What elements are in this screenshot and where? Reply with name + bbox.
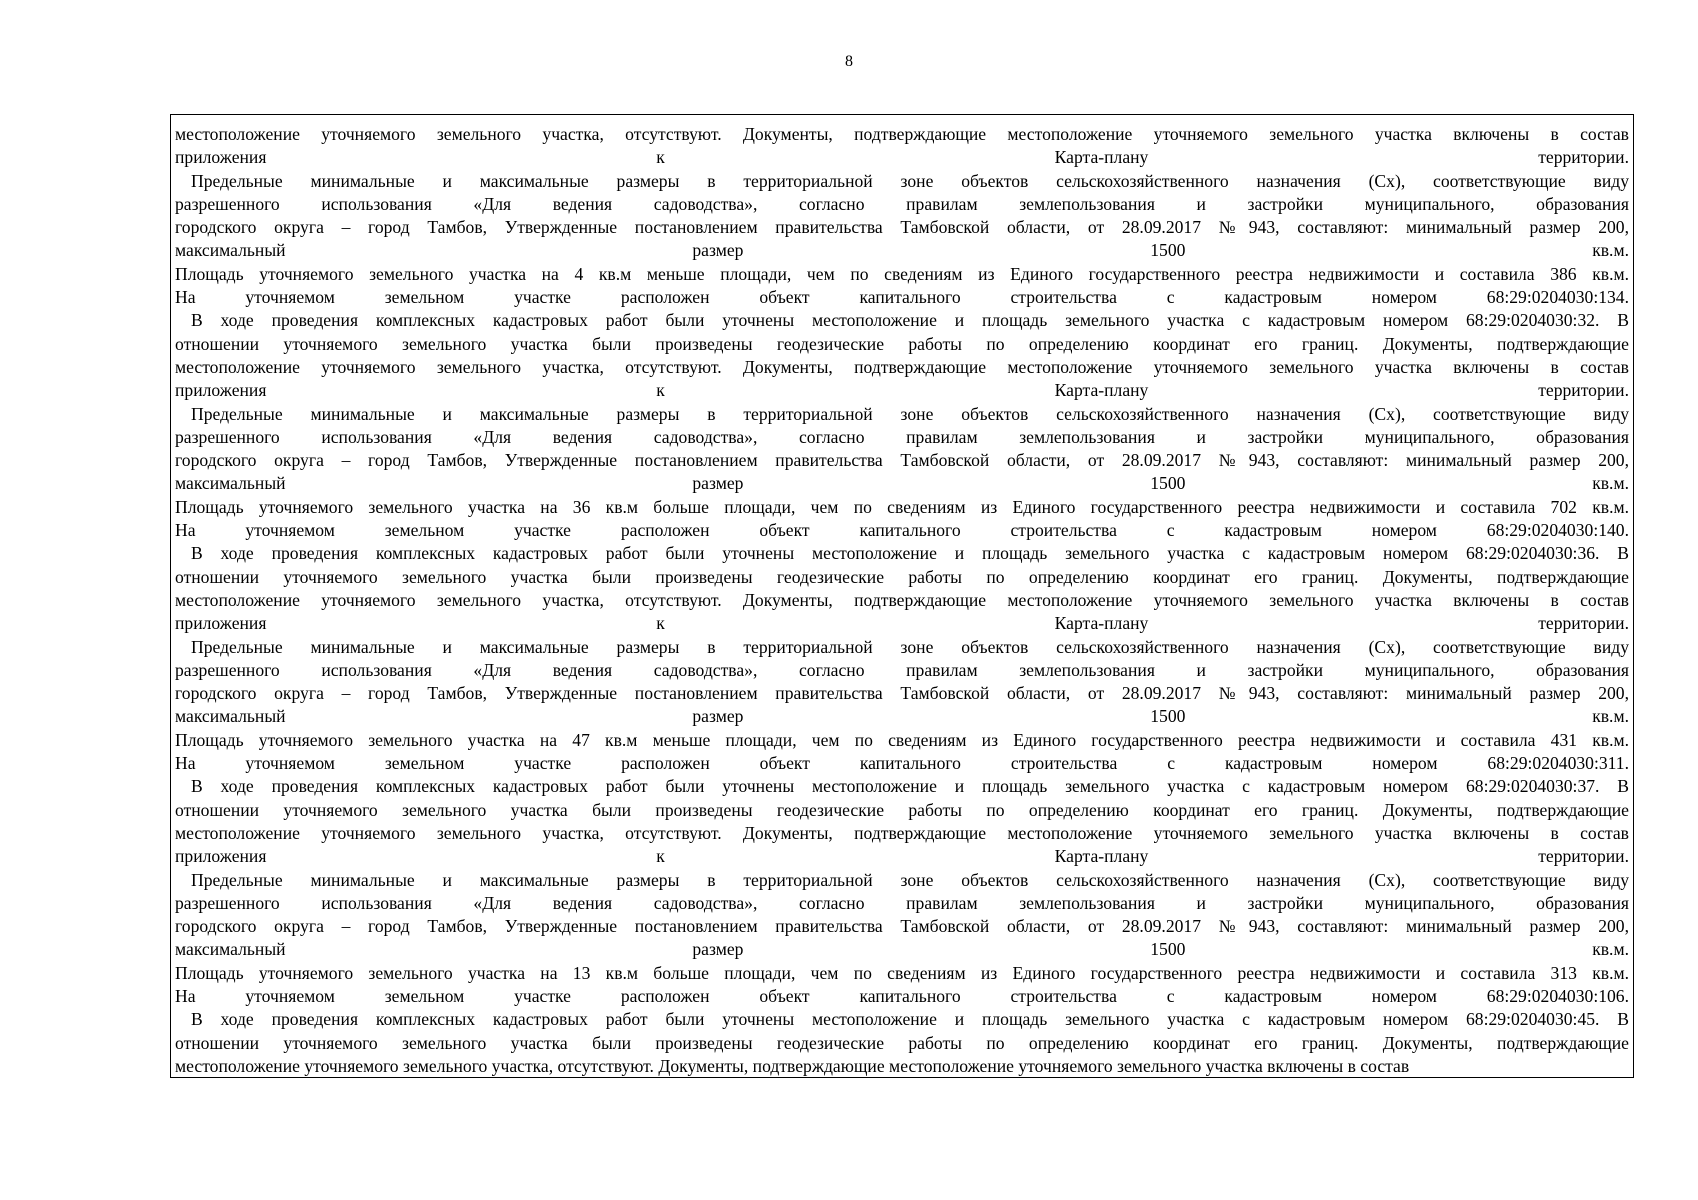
text-line: местоположение уточняемого земельного участка, отсутствуют. Документы, подтверждающие местоположение уточняемого земельного участка включены в состав (175, 124, 1629, 144)
text-line: приложения к Карта-плану территории. (175, 613, 1629, 634)
text-line: Предельные минимальные и максимальные размеры в территориальной зоне объектов сельскохозяйственного назначения (Сх), соответствующие виду (191, 636, 1629, 657)
text-line: Площадь уточняемого земельного участка на 13 кв.м больше площади, чем по сведениям из Единого государственного реестра недвижимости и составила 313 кв.м. (175, 962, 1629, 983)
document-text-frame (170, 114, 1634, 1078)
text-line: отношении уточняемого земельного участка были произведены геодезические работы по определению координат его границ. Документы, подтверждающие (175, 1032, 1629, 1053)
text-line: На уточняемом земельном участке расположен объект капитального строительства с кадастровым номером 68:29:0204030:311. (175, 753, 1629, 774)
text-line: отношении уточняемого земельного участка были произведены геодезические работы по определению координат его границ. Документы, подтверждающие (175, 799, 1629, 820)
text-line: городского округа – город Тамбов, Утвержденные постановлением правительства Тамбовской области, от 28.09.2017 №943, составляют: минимальный размер 200, (175, 683, 1629, 704)
text-line: городского округа – город Тамбов, Утвержденные постановлением правительства Тамбовской области, от 28.09.2017 №943, составляют: минимальный размер 200, (175, 217, 1629, 238)
text-line: городского округа – город Тамбов, Утвержденные постановлением правительства Тамбовской области, от 28.09.2017 №943, составляют: минимальный размер 200, (175, 916, 1629, 937)
text-line: разрешенного использования «Для ведения садоводства», согласно правилам землепользования и застройки муниципального, образования (175, 659, 1629, 680)
text-line: максимальный размер 1500 кв.м. (175, 240, 1629, 261)
text-line: Предельные минимальные и максимальные размеры в территориальной зоне объектов сельскохозяйственного назначения (Сх), соответствующие виду (191, 403, 1629, 424)
text-line: городского округа – город Тамбов, Утвержденные постановлением правительства Тамбовской области, от 28.09.2017 №943, составляют: минимальный размер 200, (175, 450, 1629, 471)
text-line: Площадь уточняемого земельного участка на 47 кв.м меньше площади, чем по сведениям из Единого государственного реестра недвижимости и составила 431 кв.м. (175, 729, 1629, 750)
text-line: Площадь уточняемого земельного участка на 36 кв.м больше площади, чем по сведениям из Единого государственного реестра недвижимости и составила 702 кв.м. (175, 496, 1629, 517)
text-line: Предельные минимальные и максимальные размеры в территориальной зоне объектов сельскохозяйственного назначения (Сх), соответствующие виду (191, 869, 1629, 890)
text-line: Площадь уточняемого земельного участка на 4 кв.м меньше площади, чем по сведениям из Единого государственного реестра недвижимости и составила 386 кв.м. (175, 263, 1629, 284)
page-number: 8 (845, 53, 853, 70)
text-line: В ходе проведения комплексных кадастровых работ были уточнены местоположение и площадь земельного участка с кадастровым номером 68:29:0204030:45. В (191, 1009, 1629, 1030)
text-line: местоположение уточняемого земельного участка, отсутствуют. Документы, подтверждающие местоположение уточняемого земельного участка включены в состав (175, 589, 1629, 610)
text-line: отношении уточняемого земельного участка были произведены геодезические работы по определению координат его границ. Документы, подтверждающие (175, 566, 1629, 587)
text-line: приложения к Карта-плану территории. (175, 380, 1629, 401)
text-line: На уточняемом земельном участке расположен объект капитального строительства с кадастровым номером 68:29:0204030:106. (175, 985, 1629, 1006)
text-line: разрешенного использования «Для ведения садоводства», согласно правилам землепользования и застройки муниципального, образования (175, 193, 1629, 214)
text-line: местоположение уточняемого земельного участка, отсутствуют. Документы, подтверждающие местоположение уточняемого земельного участка включены в состав (175, 822, 1629, 843)
text-line: Предельные минимальные и максимальные размеры в территориальной зоне объектов сельскохозяйственного назначения (Сх), соответствующие виду (191, 170, 1629, 191)
text-line: В ходе проведения комплексных кадастровых работ были уточнены местоположение и площадь земельного участка с кадастровым номером 68:29:0204030:36. В (191, 543, 1629, 564)
text-line: На уточняемом земельном участке расположен объект капитального строительства с кадастровым номером 68:29:0204030:134. (175, 287, 1629, 308)
text-line: разрешенного использования «Для ведения садоводства», согласно правилам землепользования и застройки муниципального, образования (175, 892, 1629, 913)
text-line: максимальный размер 1500 кв.м. (175, 706, 1629, 727)
text-line: разрешенного использования «Для ведения садоводства», согласно правилам землепользования и застройки муниципального, образования (175, 426, 1629, 447)
text-line: местоположение уточняемого земельного участка, отсутствуют. Документы, подтверждающие местоположение уточняемого земельного участка включены в состав (175, 356, 1629, 377)
text-line: приложения к Карта-плану территории. (175, 147, 1629, 168)
text-line: максимальный размер 1500 кв.м. (175, 939, 1629, 960)
text-line: В ходе проведения комплексных кадастровых работ были уточнены местоположение и площадь земельного участка с кадастровым номером 68:29:0204030:32. В (191, 310, 1629, 331)
text-line: приложения к Карта-плану территории. (175, 846, 1629, 867)
text-line: В ходе проведения комплексных кадастровых работ были уточнены местоположение и площадь земельного участка с кадастровым номером 68:29:0204030:37. В (191, 776, 1629, 797)
text-line: максимальный размер 1500 кв.м. (175, 473, 1629, 494)
text-line: На уточняемом земельном участке расположен объект капитального строительства с кадастровым номером 68:29:0204030:140. (175, 520, 1629, 541)
text-line: отношении уточняемого земельного участка были произведены геодезические работы по определению координат его границ. Документы, подтверждающие (175, 333, 1629, 354)
text-line: местоположение уточняемого земельного участка, отсутствуют. Документы, подтверждающие местоположение уточняемого земельного участка включены в состав (175, 1055, 1410, 1076)
